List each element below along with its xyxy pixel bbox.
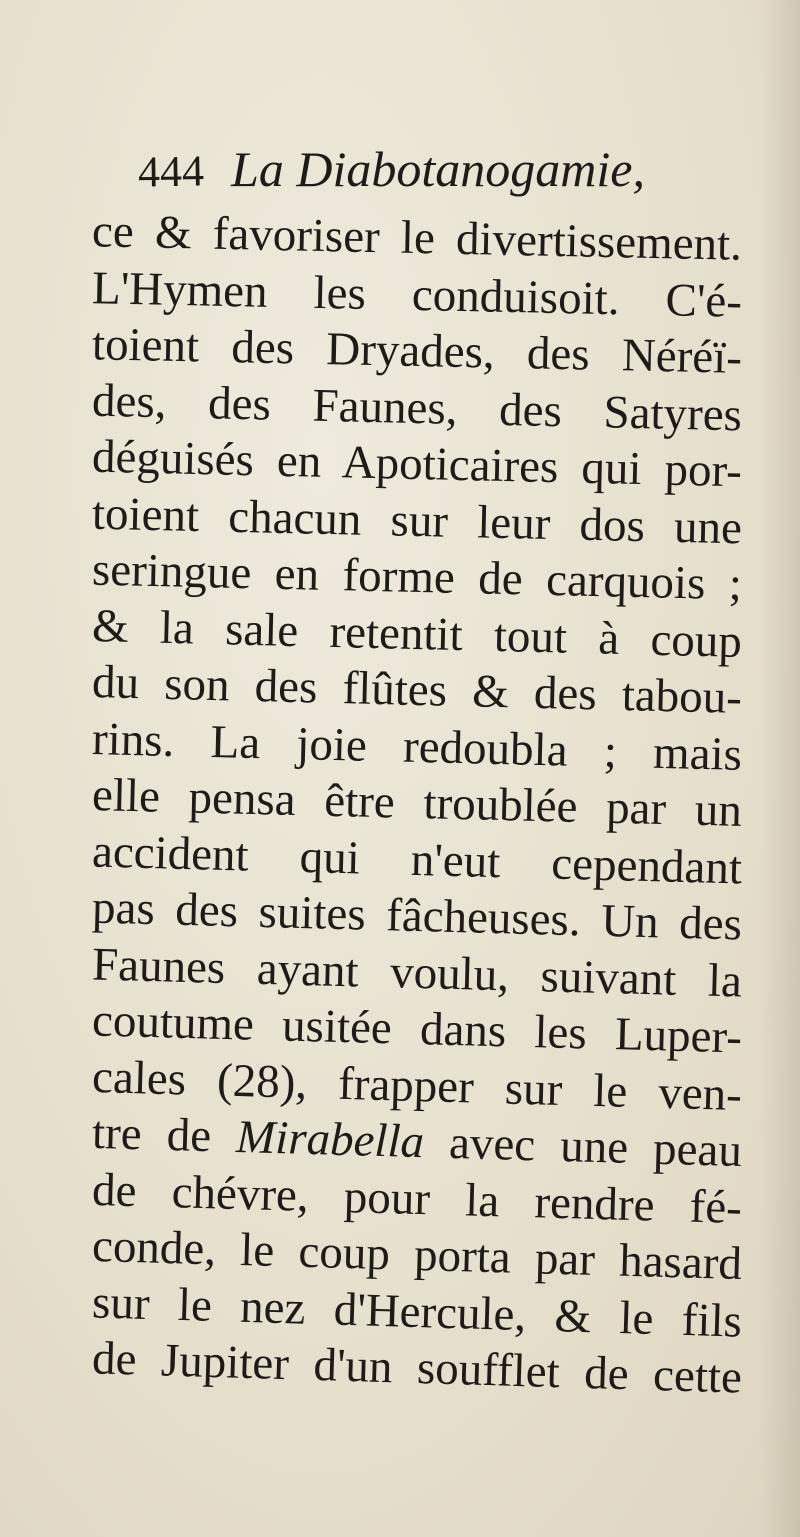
page-number: 444 [137, 146, 205, 197]
text-line: du son des flûtes & des tabou- [91, 656, 743, 724]
text-line: & la sale retentit tout à coup [91, 599, 743, 668]
text-segment: avec une peau [423, 1116, 743, 1178]
text-line: L'Hymen les conduisoit. C'é- [91, 261, 743, 328]
text-line: Faunes ayant voulu, suivant la [91, 938, 743, 1007]
text-segment: tre de [91, 1106, 237, 1163]
text-line: des, des Faunes, des Satyres [91, 374, 743, 441]
text-line: coutume usitée dans les Luper- [91, 994, 743, 1064]
text-line: elle pensa être troublée par un [91, 769, 743, 837]
page-edge-shadow [760, 0, 800, 1537]
text-line: ce & favoriser le divertissement. [91, 205, 743, 271]
text-line: de chévre, pour la rendre fé- [91, 1163, 743, 1234]
italic-name: Mirabella [235, 1110, 425, 1169]
text-line: sur le nez d'Hercule, & le fils [91, 1275, 743, 1348]
text-line: rins. La joie redoubla ; mais [91, 712, 743, 781]
text-line: seringue en forme de carquois ; [91, 543, 743, 611]
text-line: déguisés en Apoticaires qui por- [91, 430, 743, 498]
text-line: toient chacun sur leur dos une [91, 487, 743, 554]
text-line: conde, le coup porta par hasard [91, 1219, 743, 1291]
running-title: La Diabotanogamie, [231, 141, 645, 197]
text-line: cales (28), frapper sur le ven- [91, 1050, 743, 1121]
body-text [91, 205, 743, 1404]
page-header [138, 140, 738, 210]
text-line: pas des suites fâcheuses. Un des [91, 881, 743, 951]
text-line: accident qui n'eut cependant [91, 825, 743, 894]
text-line: de Jupiter d'un soufflet de cette [91, 1332, 743, 1404]
text-line: toient des Dryades, des Néréï- [91, 318, 743, 384]
